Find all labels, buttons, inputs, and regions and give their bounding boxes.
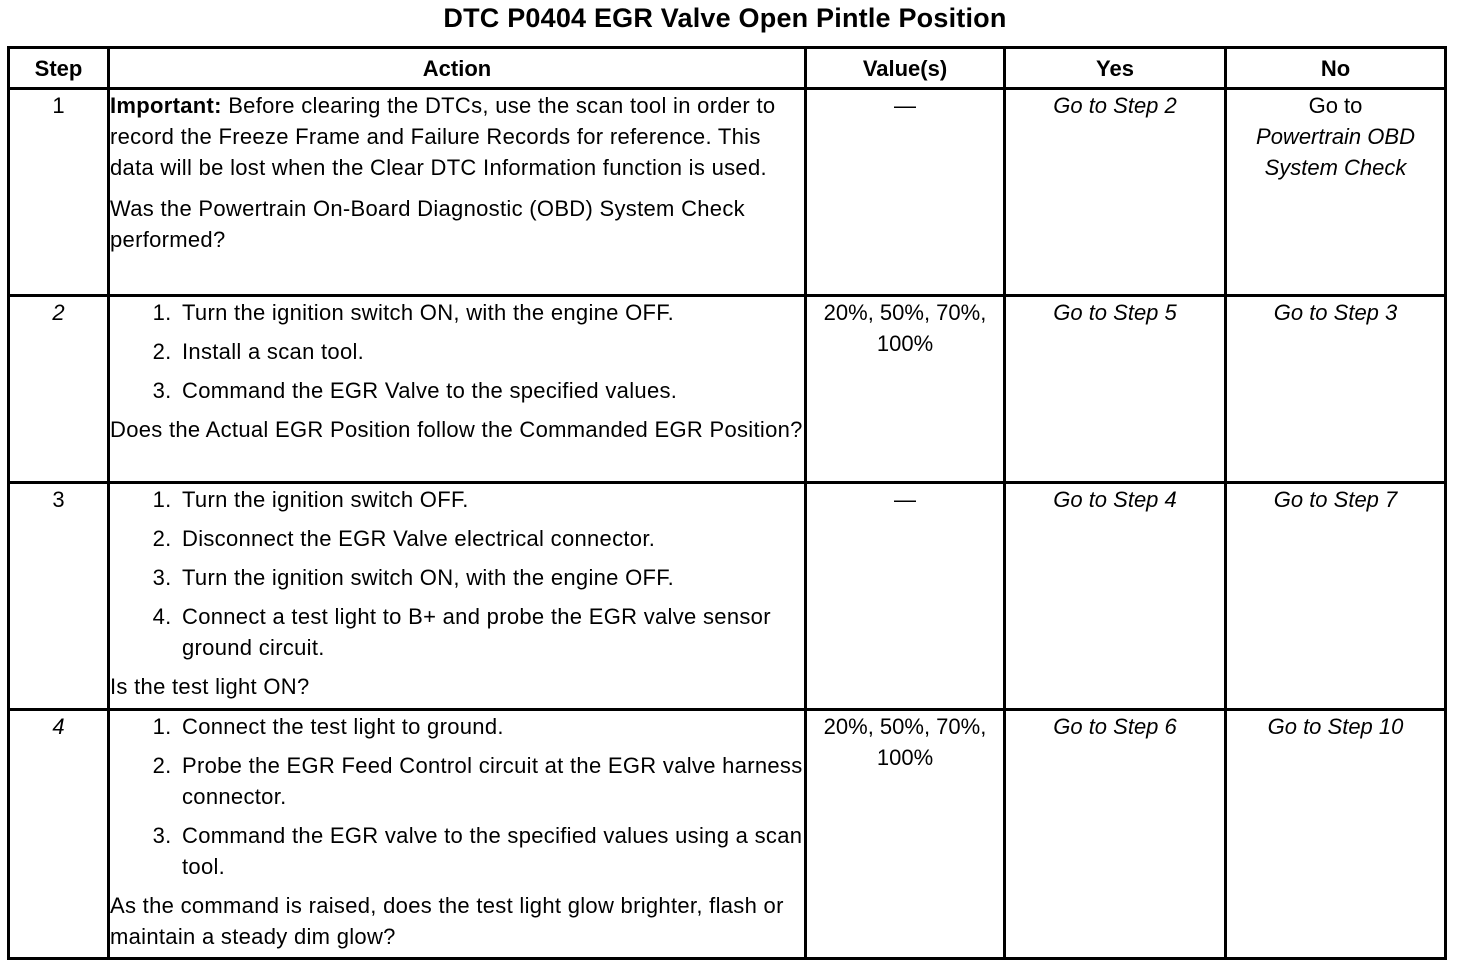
value-cell: 20%, 50%, 70%, 100%	[806, 296, 1005, 483]
table-row	[9, 483, 1446, 710]
question-text: Is the test light ON?	[110, 674, 310, 699]
action-step: 3. Turn the ignition switch ON, with the engine OFF.	[178, 562, 804, 593]
table-row	[9, 710, 1446, 959]
no-cell[interactable]: Go to Step 3	[1226, 296, 1446, 483]
table-row	[9, 89, 1446, 296]
value-cell: —	[806, 483, 1005, 710]
step-number: 2	[9, 296, 109, 483]
action-cell	[109, 89, 806, 296]
header-step: Step	[9, 48, 109, 89]
question-text: Was the Powertrain On-Board Diagnostic (OBD) System Check performed?	[110, 196, 745, 252]
no-cell	[1226, 89, 1446, 296]
action-step: 2. Disconnect the EGR Valve electrical connector.	[178, 523, 804, 554]
no-link-obd-check[interactable]: Powertrain OBD System Check	[1256, 124, 1415, 180]
yes-cell[interactable]: Go to Step 4	[1005, 483, 1226, 710]
action-cell	[109, 710, 806, 959]
action-step: 1. Connect the test light to ground.	[178, 711, 804, 742]
action-steps-list	[110, 297, 804, 406]
no-cell[interactable]: Go to Step 10	[1226, 710, 1446, 959]
important-label: Important:	[110, 93, 222, 118]
action-step: 3. Command the EGR valve to the specified values using a scan tool.	[178, 820, 804, 882]
header-action: Action	[109, 48, 806, 89]
yes-cell: Go to Step 2	[1005, 89, 1226, 296]
header-yes: Yes	[1005, 48, 1226, 89]
action-step: 2. Install a scan tool.	[178, 336, 804, 367]
value-cell: 20%, 50%, 70%, 100%	[806, 710, 1005, 959]
action-step: 3. Command the EGR Valve to the specified values.	[178, 375, 804, 406]
header-row	[9, 48, 1446, 89]
no-cell[interactable]: Go to Step 7	[1226, 483, 1446, 710]
important-note	[110, 90, 804, 183]
no-go-to-text: Go to	[1308, 93, 1363, 118]
action-step: 4. Connect a test light to B+ and probe the EGR valve sensor ground circuit.	[178, 601, 804, 663]
action-steps-list	[110, 711, 804, 882]
step-number: 3	[9, 483, 109, 710]
action-step: 2. Probe the EGR Feed Control circuit at the EGR valve harness connector.	[178, 750, 804, 812]
table-row	[9, 296, 1446, 483]
action-cell	[109, 296, 806, 483]
action-cell	[109, 483, 806, 710]
action-step: 1. Turn the ignition switch ON, with the engine OFF.	[178, 297, 804, 328]
yes-cell[interactable]: Go to Step 6	[1005, 710, 1226, 959]
question-text: As the command is raised, does the test light glow brighter, flash or maintain a steady dim glow?	[110, 893, 784, 949]
question-text: Does the Actual EGR Position follow the Commanded EGR Position?	[110, 417, 803, 442]
step-number: 1	[9, 89, 109, 296]
important-text: Before clearing the DTCs, use the scan tool in order to record the Freeze Frame and Failure Records for reference. This data will be lost when the Clear DTC Information function is used.	[110, 93, 776, 180]
header-values: Value(s)	[806, 48, 1005, 89]
action-step: 1. Turn the ignition switch OFF.	[178, 484, 804, 515]
header-no: No	[1226, 48, 1446, 89]
page-title: DTC P0404 EGR Valve Open Pintle Position	[443, 3, 1007, 33]
step-number: 4	[9, 710, 109, 959]
action-steps-list	[110, 484, 804, 663]
yes-cell[interactable]: Go to Step 5	[1005, 296, 1226, 483]
diagnostic-table	[7, 46, 1447, 960]
value-cell: —	[806, 89, 1005, 296]
